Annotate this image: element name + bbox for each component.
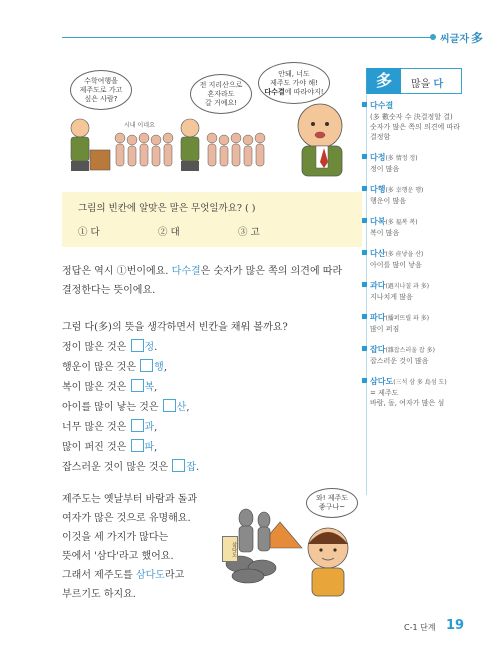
teacher-figure-2 <box>181 119 199 171</box>
sidebar-definition: 숫자가 많은 쪽의 의견에 따라 <box>370 123 461 131</box>
exercise-prompt: 잡스러운 것이 많은 것은 <box>62 462 172 473</box>
exercise-item <box>62 358 167 373</box>
exercise-answer-char: 행 <box>154 362 164 373</box>
jeju-line-4: 뜻에서 '삼다'라고 했어요. <box>62 551 174 562</box>
sidebar-entry <box>362 344 464 366</box>
sidebar-definition: 많이 퍼짐 <box>370 325 400 333</box>
exercise-answer-char: 정 <box>144 342 155 353</box>
exercise-item <box>62 458 199 473</box>
answer-line-1 <box>62 262 342 277</box>
sidebar-word-line <box>362 152 464 164</box>
exercise-punct: , <box>163 362 168 373</box>
teacher-figure-3 <box>298 104 342 176</box>
sidebar-word: 다복 <box>370 217 386 226</box>
bubble1-line3: 싶은 사람? <box>84 94 118 103</box>
exercise-prompt: 행운이 많은 것은 <box>62 362 140 373</box>
sidebar-definition: 복이 많음 <box>370 229 400 237</box>
answer-blank[interactable] <box>131 339 144 352</box>
jeju-line-1: 제주도는 옛날부터 바람과 돌과 <box>62 494 198 505</box>
jeju-cartoon <box>218 488 364 598</box>
sidebar-entry <box>362 184 464 206</box>
exercise-punct: . <box>196 462 200 473</box>
answer-line-1c: 은 숫자가 많은 쪽의 의견에 따라 <box>200 266 343 277</box>
header-dot <box>430 34 436 40</box>
footer-level: C-1 단계 <box>404 623 436 632</box>
sidebar-definition: 정이 많음 <box>370 165 400 173</box>
exercise-answer-char: 과 <box>144 422 155 433</box>
sidebar-word-hanja: (多 情정 정) <box>385 155 418 162</box>
sidebar-word: 다행 <box>370 185 386 194</box>
sidebar-word-line <box>362 280 464 292</box>
sidebar-word: 파다 <box>370 313 386 322</box>
jeju-keyword: 삼다도 <box>135 570 165 581</box>
exercise-prompt: 복이 많은 것은 <box>62 382 130 393</box>
bubble-boy <box>306 488 358 518</box>
sidebar-word-line <box>362 376 464 388</box>
exercise-answer-char: 산 <box>176 402 187 413</box>
answer-blank[interactable] <box>131 419 144 432</box>
section-label-hanja: 多 <box>470 31 483 45</box>
answer-line-2: 결정한다는 뜻이에요. <box>62 285 156 296</box>
jeju-line-6: 부르기도 하지요. <box>62 589 136 600</box>
bubble1-line1: 수학여행을 <box>84 76 118 85</box>
jeju-line-2: 여자가 많은 것으로 유명해요. <box>62 513 191 524</box>
option-2[interactable]: ② 대 <box>158 227 180 238</box>
teacher-figure-1 <box>71 119 89 171</box>
students-panel-1 <box>115 133 173 166</box>
sidebar-meaning <box>411 75 443 90</box>
exercise-item <box>62 438 157 453</box>
answer-blank[interactable] <box>131 439 144 452</box>
bubble3-line1: 안돼, 너도 <box>278 69 310 78</box>
sidebar-word-hanja: (多 産낳을 산) <box>385 251 424 258</box>
students-panel-2 <box>207 133 265 166</box>
section-label <box>440 29 483 46</box>
jeju-line-5c: 라고 <box>164 570 185 581</box>
sidebar-word: 다수결 <box>370 101 394 110</box>
classroom-cartoon <box>62 58 358 178</box>
sidebar-definition: = 제주도 <box>370 389 399 397</box>
sidebar-word-hanja: (三석 삼 多 島섬 도) <box>393 379 447 386</box>
sidebar-hanja: 多 <box>367 68 401 94</box>
bubble-teacher-question <box>70 70 132 110</box>
bubble-teacher-decision <box>258 62 330 104</box>
option-1[interactable]: ① 다 <box>78 227 100 238</box>
sidebar-entry <box>362 216 464 238</box>
section-label-text: 씨글자 <box>440 34 469 45</box>
sidebar-definition: 바람, 돌, 여자가 많은 섬 <box>370 399 445 407</box>
sidebar-entry <box>362 376 464 408</box>
exercise-answer-char: 복 <box>144 382 155 393</box>
jeju-line-5a: 그래서 제주도를 <box>62 570 136 581</box>
exercise-punct: . <box>154 342 158 353</box>
page-number: 19 <box>446 618 465 633</box>
jeju-line-3: 이것을 세 가지가 많다는 <box>62 532 169 543</box>
bubble1-line2: 제주도로 가고 <box>79 85 123 94</box>
boy-bubble-line1: 와! 제주도 <box>315 494 349 502</box>
sidebar-word: 다산 <box>370 249 386 258</box>
bubble3-line3: 에 따라야지! <box>284 87 324 96</box>
sidebar-header <box>366 68 462 94</box>
students-murmur: 시내 이네요 <box>124 122 155 129</box>
answer-blank[interactable] <box>140 359 153 372</box>
sidebar-word-hanja: (多 幸행운 행) <box>385 187 424 194</box>
jeju-line-5 <box>62 566 184 581</box>
exercise-item <box>62 418 157 433</box>
sidebar-definition: 아이를 많이 낳음 <box>370 261 422 269</box>
sidebar-definition: (多 數숫자 수 決결정할 결) <box>370 113 453 121</box>
sidebar-meaning-char: 다 <box>433 79 444 90</box>
sidebar-word-line <box>362 216 464 228</box>
exercise-prompt: 많이 퍼진 것은 <box>62 442 130 453</box>
sidebar-word: 과다 <box>370 281 386 290</box>
sidebar-word-line <box>362 100 464 112</box>
answer-blank[interactable] <box>172 459 185 472</box>
sidebar-entry <box>362 280 464 302</box>
sidebar-word-line <box>362 312 464 324</box>
header-rule <box>62 37 434 38</box>
bubble2-line2: 혼자라도 <box>207 89 235 98</box>
sidebar-word-hanja: (過지나칠 과 多) <box>385 283 430 290</box>
sidebar-word: 잡다 <box>370 345 386 354</box>
sidebar-definition: 결정함 <box>370 133 391 141</box>
sidebar-meaning-text: 많을 <box>411 79 434 90</box>
boy-figure <box>308 528 348 596</box>
option-3[interactable]: ③ 고 <box>238 227 260 238</box>
sidebar-definition: 잡스러운 것이 많음 <box>370 357 429 365</box>
bubble3-blank-word: 다수결 <box>264 87 285 96</box>
exercise-punct: , <box>154 382 158 393</box>
bubble2-line1: 전 지리산으로 <box>199 80 243 89</box>
sidebar-entry <box>362 100 464 142</box>
exercise-item <box>62 398 190 413</box>
question-box <box>62 192 362 247</box>
sidebar-definition: 행운이 많음 <box>370 197 407 205</box>
question-text: 그림의 빈칸에 알맞은 말은 무엇일까요? ( ) <box>78 203 256 214</box>
exercise-punct: , <box>154 422 158 433</box>
answer-keyword: 다수결 <box>171 266 201 277</box>
sidebar-word-line <box>362 248 464 260</box>
answer-blank[interactable] <box>131 379 144 392</box>
samdado-sign: 삼다도 <box>222 536 238 562</box>
exercise-prompt: 정이 많은 것은 <box>62 342 130 353</box>
boy-bubble-line2: 좋구나~ <box>318 503 346 511</box>
sidebar-word-hanja: (多 福복 복) <box>385 219 418 226</box>
exercise-prompt: 너무 많은 것은 <box>62 422 130 433</box>
stone-grandfather-statues <box>239 509 270 552</box>
answer-blank[interactable] <box>163 399 176 412</box>
exercise-punct: , <box>186 402 190 413</box>
answer-line-1a: 정답은 역시 ①번이에요. <box>62 266 172 277</box>
sidebar-word-hanja: (雜잡스러울 잡 多) <box>385 347 435 354</box>
bubble-student-reply <box>190 74 252 114</box>
sidebar-entry <box>362 248 464 270</box>
exercise-item <box>62 338 157 353</box>
exercise-intro: 그럼 다(多)의 뜻을 생각하면서 빈칸을 채워 볼까요? <box>62 322 288 333</box>
exercise-prompt: 아이를 많이 낳는 것은 <box>62 402 162 413</box>
exercise-answer-char: 파 <box>144 442 155 453</box>
sidebar-word-line <box>362 344 464 356</box>
bubble2-line3: 갈 거예요! <box>204 98 238 107</box>
sidebar-entry <box>362 152 464 174</box>
podium-1 <box>90 150 110 170</box>
sidebar-definition: 지나치게 많음 <box>370 293 413 301</box>
exercise-answer-char: 잡 <box>186 462 196 473</box>
exercise-item <box>62 378 157 393</box>
sidebar-word: 다정 <box>370 153 386 162</box>
exercise-punct: , <box>154 442 158 453</box>
sidebar-word: 삼다도 <box>370 377 394 386</box>
bubble3-line2: 제주도 가야 해! <box>270 78 318 87</box>
sidebar-word-hanja: (播퍼뜨릴 파 多) <box>385 315 430 322</box>
sidebar-word-line <box>362 184 464 196</box>
sidebar-entry <box>362 312 464 334</box>
